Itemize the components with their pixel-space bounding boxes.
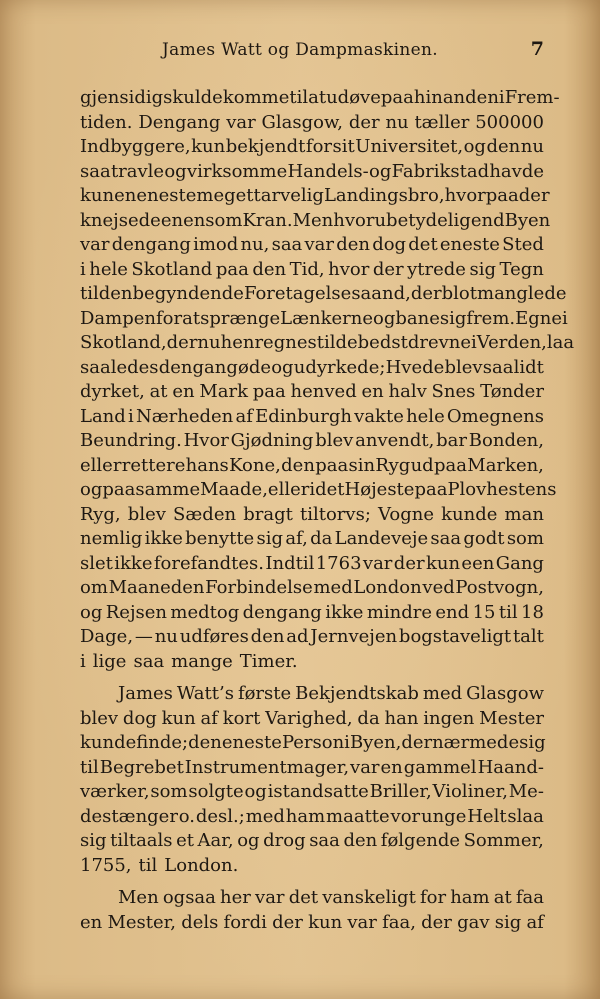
text-line: gjensidig skulde komme til at udøve paa hinanden i Frem- [80, 87, 560, 108]
text-line: kunde finde; den eneste Person i Byen, der nærmede sig [80, 732, 546, 753]
running-title: James Watt og Dampmaskinen. [162, 40, 438, 60]
text-line: en Mester, dels fordi der kun var faa, der gav sig af [80, 911, 544, 933]
text-line: og Rejsen medtog dengang ikke mindre end 15 til 18 [80, 601, 544, 623]
text-line: til den begyndende Foretagelsesaand, der blot manglede [80, 283, 567, 304]
text-line: Dage, — nu udføres den ad Jernvejen bogstaveligt talt [80, 626, 544, 647]
text-line: Beundring. Hvor Gjødning blev anvendt, bar Bonden, [80, 430, 544, 451]
text-line: om Maaneden Forbindelse med London ved Postvogn, [80, 577, 544, 598]
text-line: eller rettere hans Kone, den paa sin Ryg ud paa Marken, [80, 454, 544, 476]
text-line: kun en eneste meget tarvelig Landingsbro, hvorpaa der [80, 185, 550, 206]
text-line: i lige saa mange Timer. [80, 650, 298, 672]
text-line: James Watt’s første Bekjendtskab med Glasgow [118, 683, 544, 704]
paragraph [80, 886, 544, 935]
text-line: slet ikke forefandtes. Indtil 1763 var der kun een Gang [80, 552, 544, 574]
body-text [80, 86, 575, 935]
text-line: Ryg, blev Sæden bragt tiltorvs; Vogne kunde man [80, 503, 544, 525]
text-line: værker, som solgte og istandsatte Briller, Violiner, Me- [80, 781, 544, 802]
paragraph-gap [80, 878, 544, 886]
text-line: Men ogsaa her var det vanskeligt for ham at faa [118, 887, 544, 908]
text-line: knejsede en ensom Kran. Men hvor ubetydelig end Byen [80, 209, 551, 231]
text-line: var dengang imod nu, saa var den dog det eneste Sted [80, 234, 544, 255]
text-line: tiden. Dengang var Glasgow, der nu tæller 500000 [80, 111, 544, 133]
text-line: til Begrebet Instrumentmager, var en gammel Haand- [80, 756, 544, 778]
running-head [0, 38, 600, 66]
text-line: saaledes dengang øde og udyrkede; Hvede blev saa lidt [80, 356, 544, 378]
page-number: 7 [530, 38, 544, 60]
text-line: 1755, til London. [80, 854, 239, 876]
text-line: sig tiltaals et Aar, og drog saa den følgende Sommer, [80, 830, 544, 851]
text-line: blev dog kun af kort Varighed, da han ingen Mester [80, 707, 544, 729]
paragraph-gap [80, 674, 544, 682]
text-line: destænger o. desl.; med ham maatte vor unge Helt slaa [80, 805, 544, 827]
text-line: i hele Skotland paa den Tid, hvor der ytrede sig Tegn [80, 258, 544, 280]
text-line: nemlig ikke benytte sig af, da Landeveje saa godt som [80, 528, 544, 549]
text-line: dyrket, at en Mark paa henved en halv Snes Tønder [80, 381, 544, 402]
paragraph [80, 682, 544, 878]
text-line: saa travle og virksomme Handels- og Fabrikstad havde [80, 160, 544, 182]
text-line: og paa samme Maade, eller i det Højeste paa Plovhestens [80, 479, 557, 500]
paragraph [80, 86, 575, 674]
text-line: Skotland, der nu henregnes til de bedst drevne i Verden, laa [80, 332, 575, 353]
text-line: Land i Nærheden af Edinburgh vakte hele Omegnens [80, 405, 544, 427]
text-line: Dampen for at sprænge Lænkerne og bane sig frem. Egne i [80, 307, 568, 329]
text-line: Indbyggere, kun bekjendt for sit Universitet, og den nu [80, 136, 544, 157]
